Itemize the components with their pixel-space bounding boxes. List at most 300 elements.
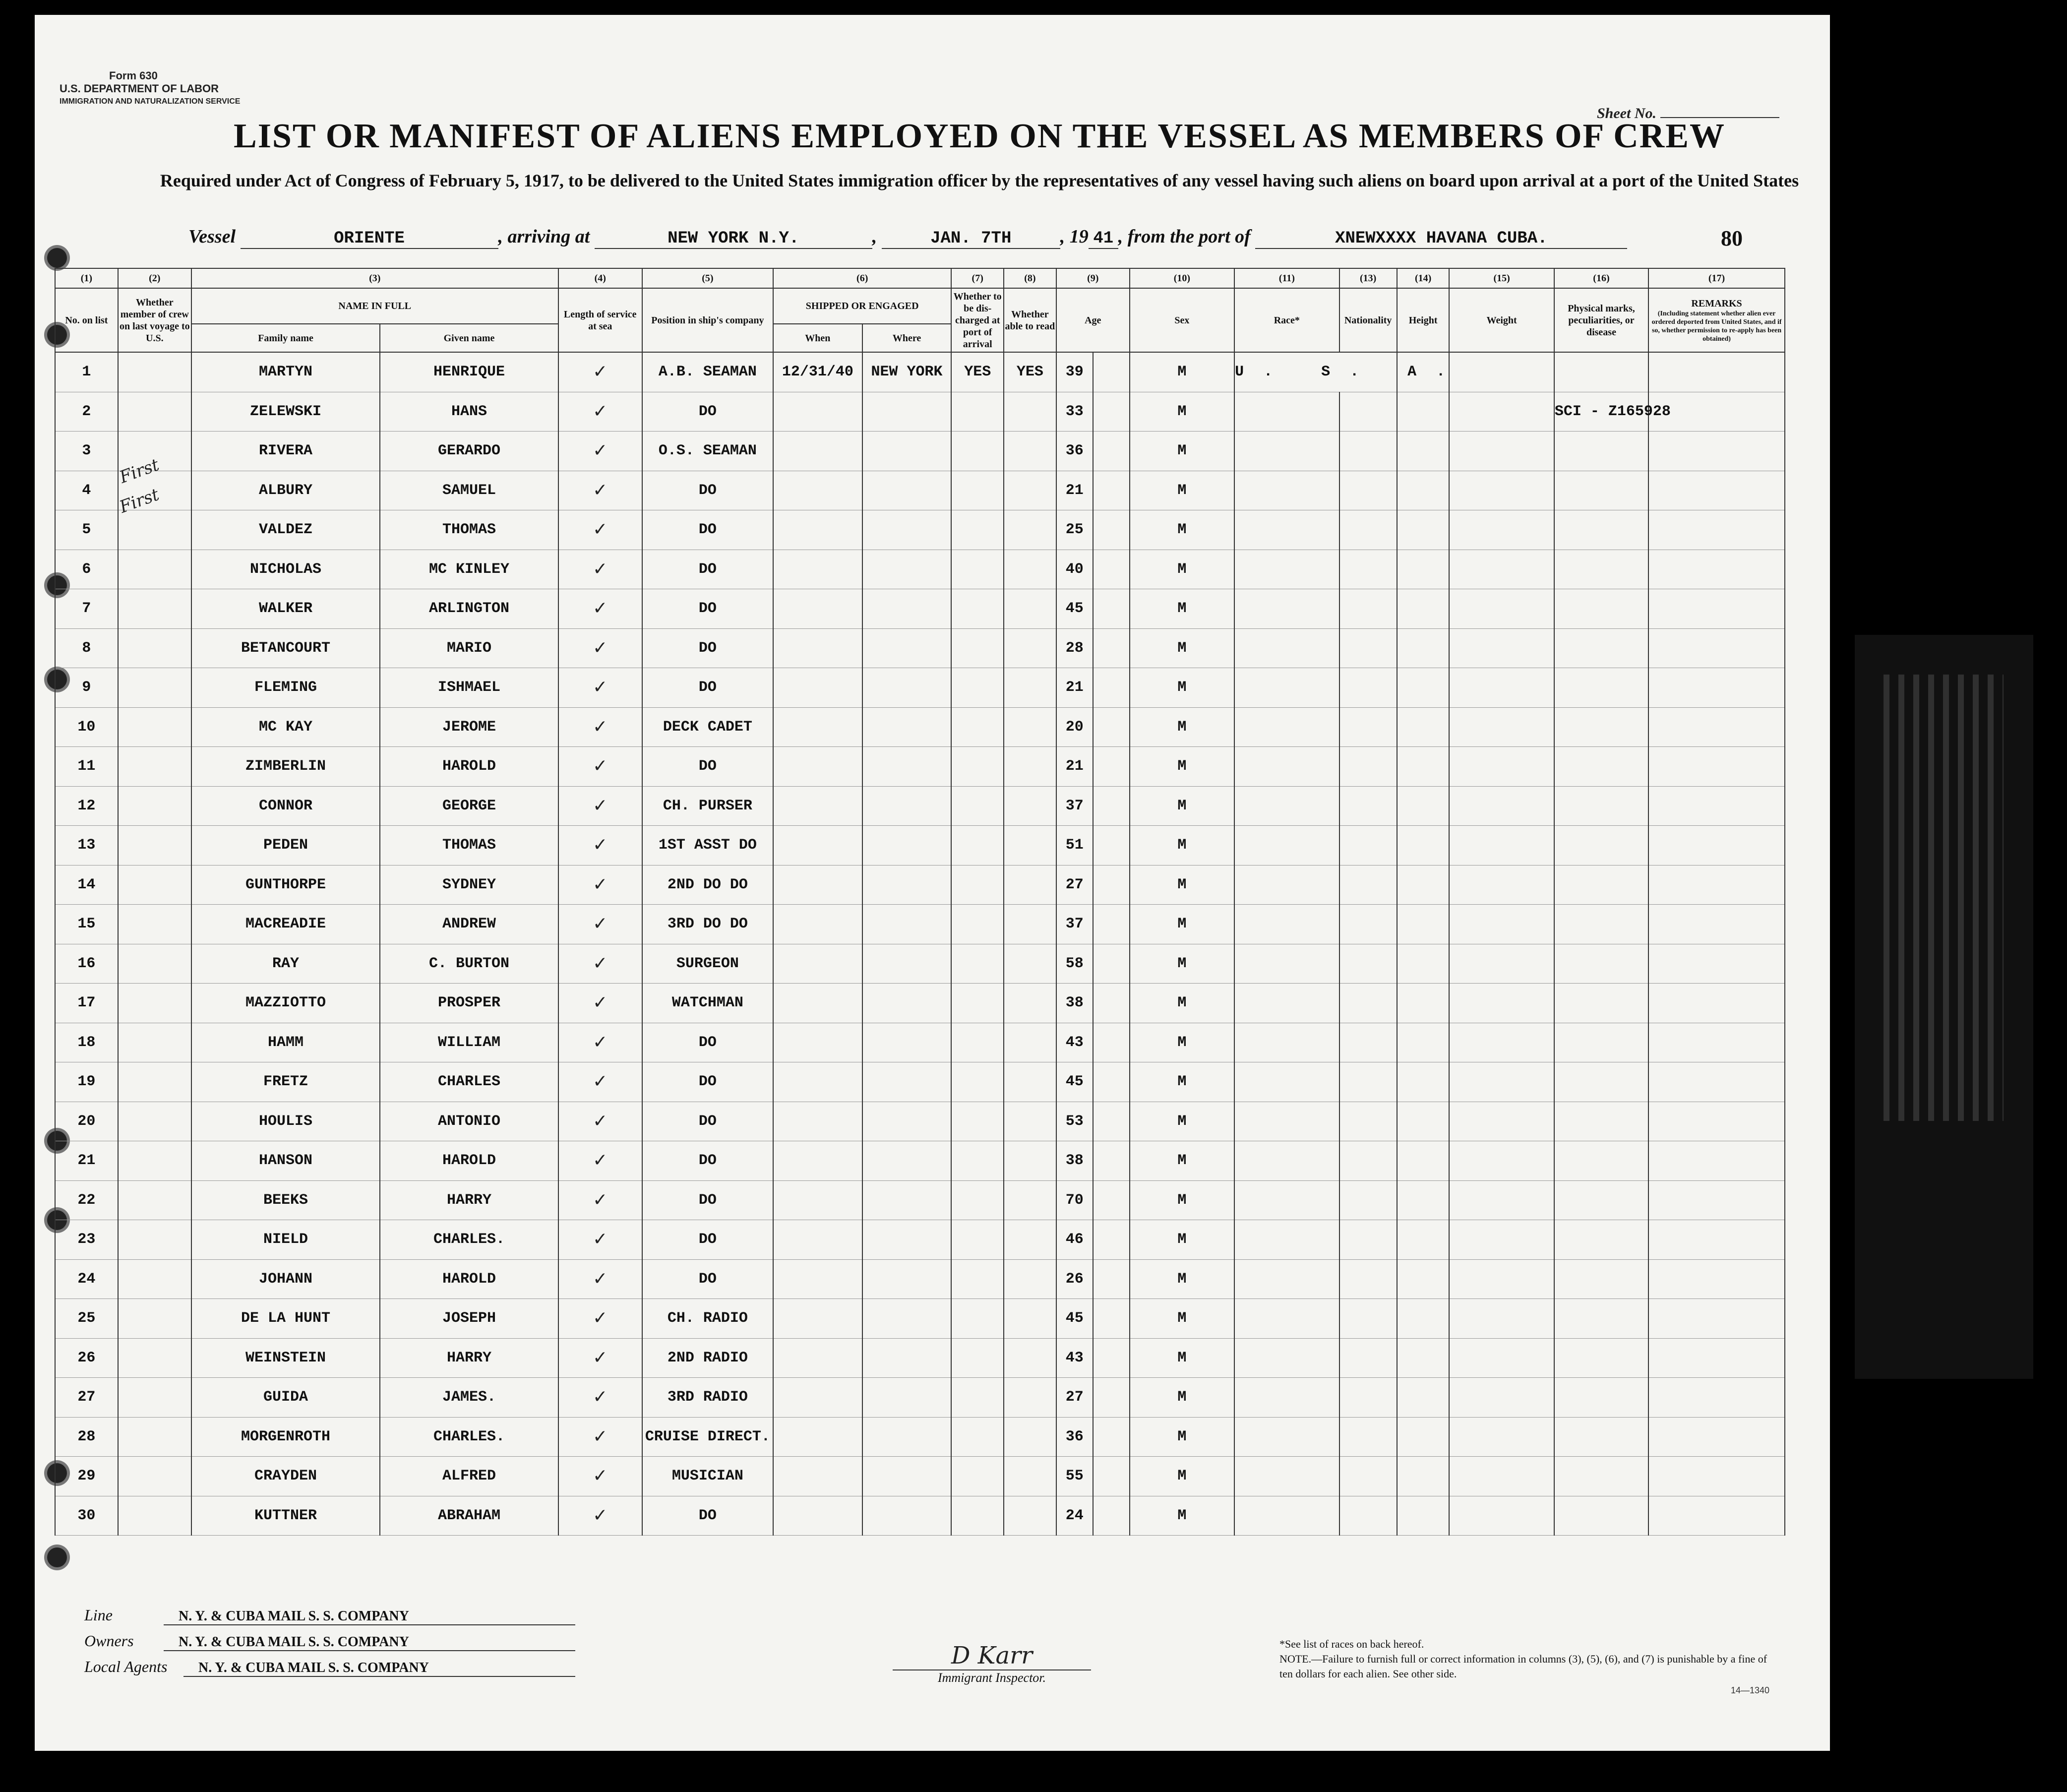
given-name: SAMUEL bbox=[380, 471, 558, 510]
sheet-label: Sheet No. bbox=[1597, 105, 1656, 122]
remarks bbox=[1648, 668, 1785, 708]
header-last-voyage: Whether member of crew on last voyage to U.S. bbox=[118, 288, 191, 352]
weight bbox=[1449, 432, 1554, 471]
header-family-name: Family name bbox=[191, 324, 380, 352]
height bbox=[1397, 1417, 1450, 1457]
table-row bbox=[55, 1457, 1785, 1496]
checkmark-icon: ✓ bbox=[593, 756, 608, 777]
height bbox=[1397, 1496, 1450, 1536]
form-code: 14—1340 bbox=[1731, 1685, 1770, 1695]
given-name: GERARDO bbox=[380, 432, 558, 471]
vessel-label: Vessel bbox=[188, 226, 236, 247]
header-shipped: SHIPPED OR ENGAGED bbox=[773, 288, 951, 324]
row-number: 22 bbox=[55, 1180, 118, 1220]
able-to-read bbox=[1004, 786, 1056, 826]
service-check bbox=[558, 1457, 642, 1496]
remarks bbox=[1648, 1062, 1785, 1102]
shipped-where bbox=[862, 707, 952, 747]
height bbox=[1397, 471, 1450, 510]
service-check bbox=[558, 1062, 642, 1102]
last-voyage-cell bbox=[118, 747, 191, 787]
sex: M bbox=[1130, 668, 1234, 708]
race bbox=[1234, 944, 1339, 984]
able-to-read bbox=[1004, 1338, 1056, 1378]
height bbox=[1397, 589, 1450, 629]
shipped-where bbox=[862, 1259, 952, 1299]
checkmark-icon: ✓ bbox=[593, 558, 608, 579]
service-check bbox=[558, 1417, 642, 1457]
able-to-read bbox=[1004, 747, 1056, 787]
table-row bbox=[55, 905, 1785, 944]
checkmark-icon: ✓ bbox=[593, 1347, 608, 1368]
weight bbox=[1449, 589, 1554, 629]
shipped-where bbox=[862, 1299, 952, 1339]
shipped-when bbox=[773, 984, 862, 1023]
height bbox=[1397, 1180, 1450, 1220]
given-name: ARLINGTON bbox=[380, 589, 558, 629]
weight bbox=[1449, 352, 1554, 392]
weight bbox=[1449, 510, 1554, 550]
nationality bbox=[1339, 1180, 1397, 1220]
remarks-title: REMARKS bbox=[1691, 298, 1742, 309]
weight bbox=[1449, 1062, 1554, 1102]
shipped-when bbox=[773, 865, 862, 905]
physical-marks bbox=[1554, 1180, 1648, 1220]
position: CH. RADIO bbox=[642, 1299, 773, 1339]
last-voyage-cell bbox=[118, 1180, 191, 1220]
row-number: 1 bbox=[55, 352, 118, 392]
height bbox=[1397, 1378, 1450, 1418]
remarks bbox=[1648, 589, 1785, 629]
physical-marks bbox=[1554, 1259, 1648, 1299]
header-where: Where bbox=[862, 324, 952, 352]
shipped-when bbox=[773, 392, 862, 432]
table-row bbox=[55, 352, 1785, 392]
shipped-where bbox=[862, 589, 952, 629]
weight bbox=[1449, 1259, 1554, 1299]
remarks bbox=[1648, 352, 1785, 392]
header-weight: Weight bbox=[1449, 288, 1554, 352]
nationality bbox=[1339, 1141, 1397, 1181]
colnum: (16) bbox=[1554, 268, 1648, 288]
weight bbox=[1449, 1338, 1554, 1378]
shipped-when bbox=[773, 1062, 862, 1102]
row-number: 27 bbox=[55, 1378, 118, 1418]
physical-marks bbox=[1554, 1299, 1648, 1339]
checkmark-icon: ✓ bbox=[593, 874, 608, 895]
last-voyage-cell bbox=[118, 1062, 191, 1102]
nationality bbox=[1339, 1259, 1397, 1299]
table-row bbox=[55, 1299, 1785, 1339]
table-row bbox=[55, 786, 1785, 826]
nationality bbox=[1339, 826, 1397, 865]
document-title: LIST OR MANIFEST OF ALIENS EMPLOYED ON THE VESSEL AS MEMBERS OF CREW bbox=[234, 117, 1725, 155]
discharged bbox=[951, 944, 1004, 984]
table-row bbox=[55, 984, 1785, 1023]
given-name: CHARLES bbox=[380, 1062, 558, 1102]
service-check bbox=[558, 1299, 642, 1339]
age: 21 bbox=[1056, 747, 1093, 787]
remarks bbox=[1648, 1378, 1785, 1418]
row-number: 24 bbox=[55, 1259, 118, 1299]
nationality bbox=[1339, 1417, 1397, 1457]
year-prefix: 19 bbox=[1069, 226, 1089, 247]
checkmark-icon: ✓ bbox=[593, 914, 608, 934]
header-length-service: Length of service at sea bbox=[558, 288, 642, 352]
footer-company-info bbox=[84, 1602, 575, 1679]
height bbox=[1397, 1062, 1450, 1102]
height bbox=[1397, 944, 1450, 984]
given-name: SYDNEY bbox=[380, 865, 558, 905]
table-row bbox=[55, 1220, 1785, 1260]
from-port: XNEWXXXX HAVANA CUBA. bbox=[1255, 229, 1627, 249]
age-extra bbox=[1093, 471, 1130, 510]
age: 40 bbox=[1056, 550, 1093, 589]
row-number: 16 bbox=[55, 944, 118, 984]
column-number-row bbox=[55, 268, 1785, 288]
physical-marks bbox=[1554, 471, 1648, 510]
given-name: JOSEPH bbox=[380, 1299, 558, 1339]
service-check bbox=[558, 628, 642, 668]
checkmark-icon: ✓ bbox=[593, 1505, 608, 1526]
able-to-read bbox=[1004, 1299, 1056, 1339]
row-number: 26 bbox=[55, 1338, 118, 1378]
family-name: BETANCOURT bbox=[191, 628, 380, 668]
checkmark-icon: ✓ bbox=[593, 835, 608, 856]
service-check bbox=[558, 432, 642, 471]
physical-marks bbox=[1554, 1496, 1648, 1536]
nationality bbox=[1339, 392, 1397, 432]
physical-marks bbox=[1554, 510, 1648, 550]
position: DO bbox=[642, 392, 773, 432]
age-extra bbox=[1093, 1338, 1130, 1378]
sex: M bbox=[1130, 747, 1234, 787]
last-voyage-cell bbox=[118, 865, 191, 905]
weight bbox=[1449, 668, 1554, 708]
age: 38 bbox=[1056, 1141, 1093, 1181]
row-number: 2 bbox=[55, 392, 118, 432]
last-voyage-cell bbox=[118, 1102, 191, 1141]
remarks bbox=[1648, 905, 1785, 944]
given-name: WILLIAM bbox=[380, 1023, 558, 1062]
table-row bbox=[55, 944, 1785, 984]
family-name: ZIMBERLIN bbox=[191, 747, 380, 787]
age: 36 bbox=[1056, 1417, 1093, 1457]
position: O.S. SEAMAN bbox=[642, 432, 773, 471]
weight bbox=[1449, 471, 1554, 510]
physical-marks bbox=[1554, 1338, 1648, 1378]
able-to-read bbox=[1004, 905, 1056, 944]
form-number: Form 630 bbox=[109, 69, 158, 82]
age: 26 bbox=[1056, 1259, 1093, 1299]
remarks bbox=[1648, 1457, 1785, 1496]
table-row bbox=[55, 1496, 1785, 1536]
discharged bbox=[951, 1299, 1004, 1339]
race bbox=[1234, 826, 1339, 865]
checkmark-icon: ✓ bbox=[593, 1387, 608, 1408]
shipped-when bbox=[773, 707, 862, 747]
discharged bbox=[951, 668, 1004, 708]
age: 37 bbox=[1056, 905, 1093, 944]
discharged bbox=[951, 589, 1004, 629]
able-to-read bbox=[1004, 1259, 1056, 1299]
shipped-when: 12/31/40 bbox=[773, 352, 862, 392]
remarks bbox=[1648, 865, 1785, 905]
sex: M bbox=[1130, 1496, 1234, 1536]
sex: M bbox=[1130, 984, 1234, 1023]
height bbox=[1397, 668, 1450, 708]
colnum: (7) bbox=[951, 268, 1004, 288]
position: DO bbox=[642, 1259, 773, 1299]
age-extra bbox=[1093, 628, 1130, 668]
shipped-where bbox=[862, 1062, 952, 1102]
shipped-where bbox=[862, 392, 952, 432]
position: DO bbox=[642, 471, 773, 510]
age: 24 bbox=[1056, 1496, 1093, 1536]
weight bbox=[1449, 1457, 1554, 1496]
given-name: HANS bbox=[380, 392, 558, 432]
colnum: (5) bbox=[642, 268, 773, 288]
able-to-read bbox=[1004, 1378, 1056, 1418]
discharged bbox=[951, 1338, 1004, 1378]
given-name: ANTONIO bbox=[380, 1102, 558, 1141]
nationality bbox=[1339, 1062, 1397, 1102]
header-physical: Physical marks, peculiarities, or disease bbox=[1554, 288, 1648, 352]
nationality bbox=[1339, 1023, 1397, 1062]
sex: M bbox=[1130, 1338, 1234, 1378]
remarks bbox=[1648, 1141, 1785, 1181]
shipped-when bbox=[773, 589, 862, 629]
sex: M bbox=[1130, 1457, 1234, 1496]
position: 2ND RADIO bbox=[642, 1338, 773, 1378]
age-extra bbox=[1093, 1496, 1130, 1536]
position: DO bbox=[642, 668, 773, 708]
height bbox=[1397, 984, 1450, 1023]
family-name: MARTYN bbox=[191, 352, 380, 392]
family-name: CRAYDEN bbox=[191, 1457, 380, 1496]
age: 45 bbox=[1056, 1062, 1093, 1102]
family-name: MC KAY bbox=[191, 707, 380, 747]
discharged bbox=[951, 984, 1004, 1023]
age-extra bbox=[1093, 707, 1130, 747]
last-voyage-cell bbox=[118, 707, 191, 747]
age-extra bbox=[1093, 589, 1130, 629]
family-name: FLEMING bbox=[191, 668, 380, 708]
able-to-read bbox=[1004, 432, 1056, 471]
race bbox=[1234, 1378, 1339, 1418]
height bbox=[1397, 392, 1450, 432]
sex: M bbox=[1130, 1378, 1234, 1418]
shipped-where bbox=[862, 550, 952, 589]
sex: M bbox=[1130, 432, 1234, 471]
row-number: 17 bbox=[55, 984, 118, 1023]
shipped-when bbox=[773, 1338, 862, 1378]
age-extra bbox=[1093, 668, 1130, 708]
able-to-read bbox=[1004, 865, 1056, 905]
nationality bbox=[1339, 1457, 1397, 1496]
sex: M bbox=[1130, 392, 1234, 432]
able-to-read bbox=[1004, 1180, 1056, 1220]
races-note: *See list of races on back hereof. bbox=[1279, 1638, 1424, 1650]
service-check bbox=[558, 707, 642, 747]
physical-marks bbox=[1554, 786, 1648, 826]
family-name: PEDEN bbox=[191, 826, 380, 865]
row-number: 29 bbox=[55, 1457, 118, 1496]
race: U. S. A. bbox=[1234, 352, 1397, 392]
table-row bbox=[55, 589, 1785, 629]
position: DO bbox=[642, 1062, 773, 1102]
checkmark-icon: ✓ bbox=[593, 1229, 608, 1250]
race bbox=[1234, 432, 1339, 471]
service-check bbox=[558, 1023, 642, 1062]
shipped-where bbox=[862, 1378, 952, 1418]
colnum: (15) bbox=[1449, 268, 1554, 288]
physical-marks bbox=[1554, 707, 1648, 747]
race bbox=[1234, 1417, 1339, 1457]
position: DECK CADET bbox=[642, 707, 773, 747]
weight bbox=[1449, 1220, 1554, 1260]
remarks bbox=[1648, 1220, 1785, 1260]
nationality bbox=[1339, 1299, 1397, 1339]
service-check bbox=[558, 1220, 642, 1260]
shipped-when bbox=[773, 1417, 862, 1457]
position: WATCHMAN bbox=[642, 984, 773, 1023]
checkmark-icon: ✓ bbox=[593, 992, 608, 1013]
weight bbox=[1449, 905, 1554, 944]
age-extra bbox=[1093, 352, 1130, 392]
age: 43 bbox=[1056, 1338, 1093, 1378]
family-name: DE LA HUNT bbox=[191, 1299, 380, 1339]
position: DO bbox=[642, 510, 773, 550]
discharged bbox=[951, 1417, 1004, 1457]
shipped-where bbox=[862, 905, 952, 944]
remarks bbox=[1648, 826, 1785, 865]
shipped-when bbox=[773, 432, 862, 471]
family-name: ALBURY bbox=[191, 471, 380, 510]
shipped-where bbox=[862, 1338, 952, 1378]
penalty-note: NOTE.—Failure to furnish full or correct information in columns (3), (5), (6), and (7) is punishable by a fine of ten dollars for each alien. See other side. bbox=[1279, 1653, 1767, 1680]
discharged bbox=[951, 1062, 1004, 1102]
family-name: RIVERA bbox=[191, 432, 380, 471]
position: 3RD RADIO bbox=[642, 1378, 773, 1418]
sex: M bbox=[1130, 826, 1234, 865]
table-row bbox=[55, 1141, 1785, 1181]
discharged bbox=[951, 1023, 1004, 1062]
row-number: 7 bbox=[55, 589, 118, 629]
sex: M bbox=[1130, 1220, 1234, 1260]
height bbox=[1397, 510, 1450, 550]
shipped-where bbox=[862, 1023, 952, 1062]
table-row bbox=[55, 1023, 1785, 1062]
service-check bbox=[558, 589, 642, 629]
given-name: THOMAS bbox=[380, 826, 558, 865]
header-given-name: Given name bbox=[380, 324, 558, 352]
age: 33 bbox=[1056, 392, 1093, 432]
family-name: HAMM bbox=[191, 1023, 380, 1062]
remarks bbox=[1648, 1338, 1785, 1378]
discharged bbox=[951, 1180, 1004, 1220]
shipped-where bbox=[862, 1496, 952, 1536]
discharged bbox=[951, 1102, 1004, 1141]
age: 46 bbox=[1056, 1220, 1093, 1260]
given-name: C. BURTON bbox=[380, 944, 558, 984]
last-voyage-cell bbox=[118, 826, 191, 865]
physical-marks bbox=[1554, 826, 1648, 865]
physical-marks bbox=[1554, 432, 1648, 471]
shipped-when bbox=[773, 1180, 862, 1220]
age-extra bbox=[1093, 550, 1130, 589]
table-row bbox=[55, 1062, 1785, 1102]
position: MUSICIAN bbox=[642, 1457, 773, 1496]
nationality bbox=[1339, 510, 1397, 550]
shipped-where bbox=[862, 1417, 952, 1457]
header-when: When bbox=[773, 324, 862, 352]
sex: M bbox=[1130, 944, 1234, 984]
age: 21 bbox=[1056, 668, 1093, 708]
discharged bbox=[951, 1259, 1004, 1299]
discharged bbox=[951, 747, 1004, 787]
binder-hole bbox=[47, 1547, 67, 1567]
weight bbox=[1449, 786, 1554, 826]
family-name: HANSON bbox=[191, 1141, 380, 1181]
height bbox=[1397, 1220, 1450, 1260]
height bbox=[1397, 786, 1450, 826]
last-voyage-cell bbox=[118, 1378, 191, 1418]
family-name: GUIDA bbox=[191, 1378, 380, 1418]
inspector-label: Immigrant Inspector. bbox=[937, 1670, 1046, 1685]
arriving-label: arriving at bbox=[507, 226, 590, 247]
colnum: (11) bbox=[1234, 268, 1339, 288]
table-row bbox=[55, 392, 1785, 432]
family-name: KUTTNER bbox=[191, 1496, 380, 1536]
age-extra bbox=[1093, 1023, 1130, 1062]
able-to-read bbox=[1004, 1102, 1056, 1141]
checkmark-icon: ✓ bbox=[593, 637, 608, 658]
able-to-read bbox=[1004, 392, 1056, 432]
table-row bbox=[55, 1417, 1785, 1457]
shipped-where bbox=[862, 1220, 952, 1260]
footer-notes bbox=[1279, 1637, 1775, 1681]
checkmark-icon: ✓ bbox=[593, 1189, 608, 1210]
race bbox=[1234, 1062, 1339, 1102]
given-name: ALFRED bbox=[380, 1457, 558, 1496]
shipped-where bbox=[862, 668, 952, 708]
remarks bbox=[1648, 432, 1785, 471]
row-number: 25 bbox=[55, 1299, 118, 1339]
shipped-when bbox=[773, 1496, 862, 1536]
discharged bbox=[951, 905, 1004, 944]
colnum: (2) bbox=[118, 268, 191, 288]
given-name: HARRY bbox=[380, 1180, 558, 1220]
position: DO bbox=[642, 1220, 773, 1260]
service-check bbox=[558, 352, 642, 392]
shipped-when bbox=[773, 747, 862, 787]
age: 27 bbox=[1056, 1378, 1093, 1418]
given-name: HAROLD bbox=[380, 1141, 558, 1181]
given-name: GEORGE bbox=[380, 786, 558, 826]
last-voyage-cell bbox=[118, 392, 191, 432]
able-to-read bbox=[1004, 1062, 1056, 1102]
shipped-when bbox=[773, 1457, 862, 1496]
family-name: VALDEZ bbox=[191, 510, 380, 550]
nationality bbox=[1339, 1102, 1397, 1141]
colnum: (8) bbox=[1004, 268, 1056, 288]
row-number: 12 bbox=[55, 786, 118, 826]
remarks bbox=[1648, 1259, 1785, 1299]
weight bbox=[1449, 1378, 1554, 1418]
shipped-when bbox=[773, 1102, 862, 1141]
position: CRUISE DIRECT. bbox=[642, 1417, 773, 1457]
